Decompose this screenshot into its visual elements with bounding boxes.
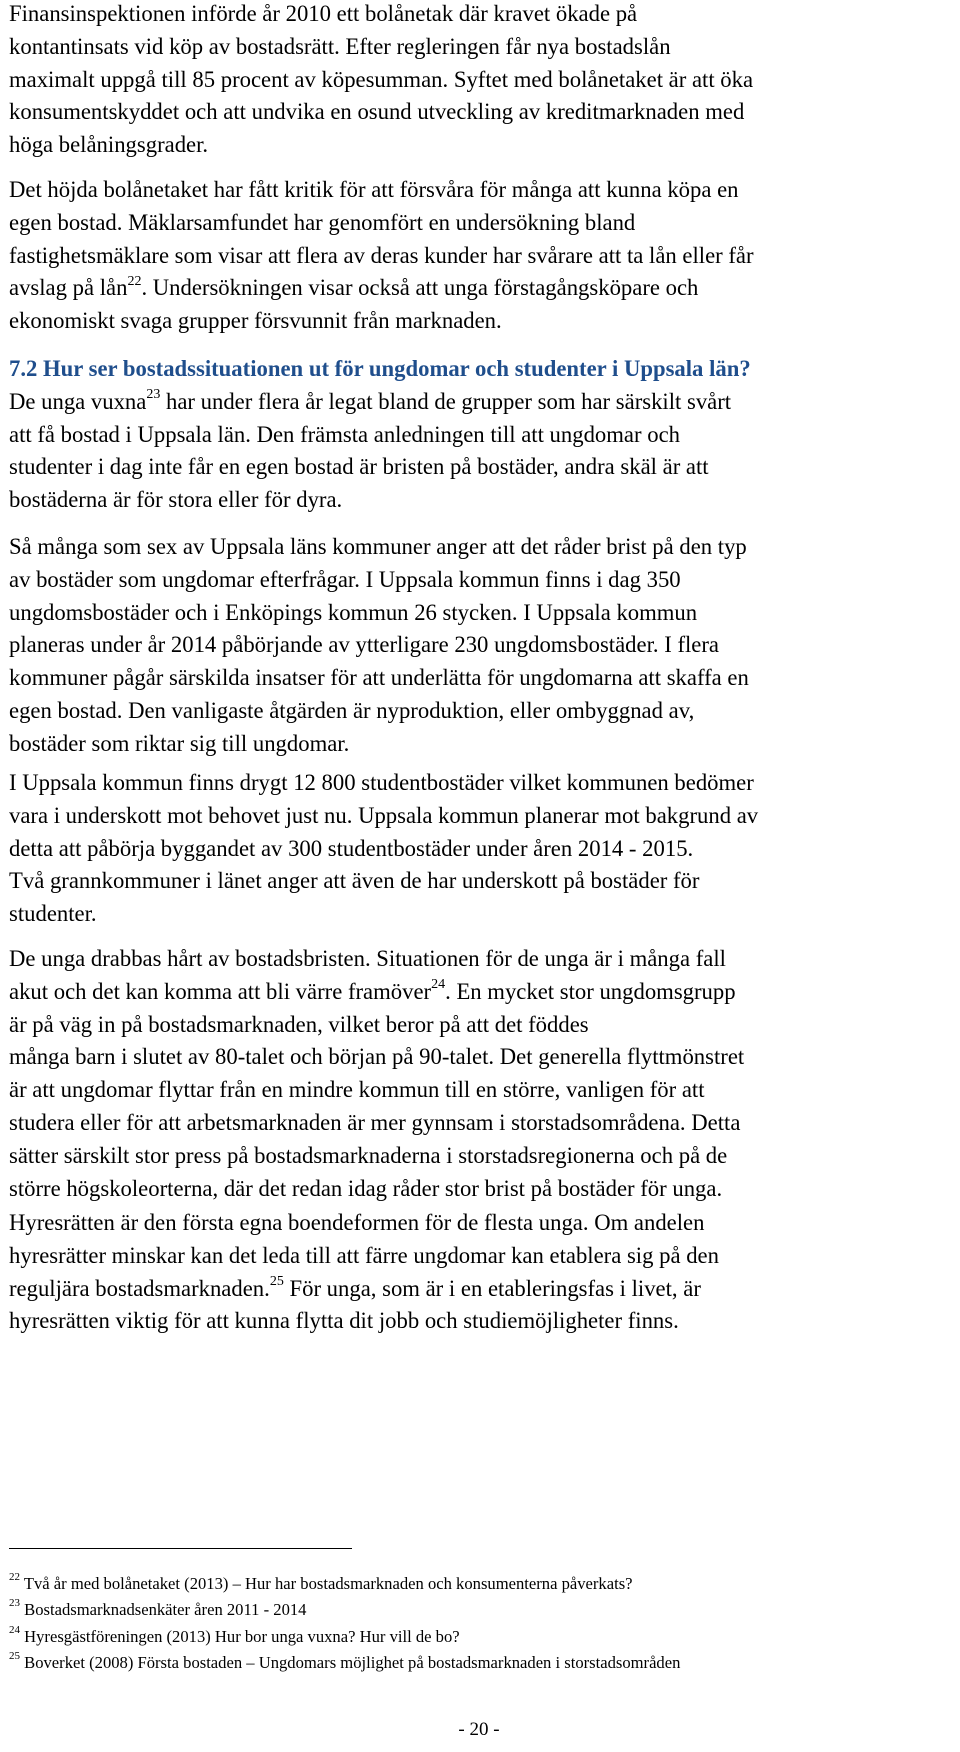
- text-line: hyresrätter minskar kan det leda till att färre ungdomar kan etablera sig på den: [9, 1242, 719, 1268]
- footnote-number: 25: [9, 1650, 20, 1663]
- paragraph-kritik: [9, 174, 949, 338]
- text-line: ekonomiskt svaga grupper försvunnit från marknaden.: [9, 308, 502, 334]
- text-line: kontantinsats vid köp av bostadsrätt. Efter regleringen får nya bostadslån: [9, 33, 671, 59]
- paragraph-hyresratten: [9, 1207, 949, 1338]
- footnote-ref: 23: [146, 387, 161, 403]
- text-line: De unga drabbas hårt av bostadsbristen. Situationen för de unga är i många fall: [9, 946, 726, 971]
- text-run: . En mycket stor ungdomsgrupp: [445, 978, 736, 1004]
- text-line: bostäder som riktar sig till ungdomar.: [9, 730, 350, 756]
- footnote-ref: 25: [269, 1274, 284, 1290]
- text-line: studera eller för att arbetsmarknaden är mer gynnsam i storstadsområdena. Detta: [9, 1109, 741, 1135]
- text-line: egen bostad. Mäklarsamfundet har genomfört en undersökning bland: [9, 209, 636, 235]
- text-line: [9, 976, 949, 1009]
- text-run: De unga vuxna: [9, 388, 147, 414]
- text-line: är på väg in på bostadsmarknaden, vilket beror på att det föddes: [9, 1011, 589, 1037]
- footnote-number: 24: [9, 1624, 20, 1637]
- text-line: studenter.: [9, 901, 97, 927]
- footnote-ref: 22: [127, 273, 142, 289]
- footnote-text: Bostadsmarknadsenkäter åren 2011 - 2014: [20, 1600, 307, 1619]
- text-line: [9, 386, 949, 419]
- paragraph-bolanetak: [9, 0, 949, 162]
- footnote-24: [9, 1624, 460, 1647]
- text-line: att få bostad i Uppsala län. Den främsta anledningen till att ungdomar och: [9, 421, 680, 447]
- page-number: - 20 -: [458, 1719, 500, 1740]
- footnote-text: Hyresgästföreningen (2013) Hur bor unga vuxna? Hur vill de bo?: [20, 1627, 460, 1646]
- section-7-2: [9, 353, 949, 517]
- text-line: av bostäder som ungdomar efterfrågar. I Uppsala kommun finns i dag 350: [9, 566, 681, 592]
- footnote-separator: [9, 1548, 352, 1549]
- text-line: större högskoleorterna, där det redan idag råder stor brist på bostäder för unga.: [9, 1175, 723, 1201]
- footnote-25: [9, 1650, 681, 1673]
- text-run: reguljära bostadsmarknaden.: [9, 1275, 270, 1301]
- footnote-number: 22: [9, 1571, 20, 1584]
- paragraph-ungdomsbostader: [9, 531, 949, 761]
- text-line: detta att påbörja byggandet av 300 studentbostäder under åren 2014 - 2015.: [9, 835, 694, 861]
- footnote-text: Boverket (2008) Första bostaden – Ungdomars möjlighet på bostadsmarknaden i storstadsområden: [20, 1653, 681, 1672]
- text-line: maximalt uppgå till 85 procent av köpesumman. Syftet med bolånetaket är att öka: [9, 66, 754, 92]
- footnote-22: [9, 1571, 633, 1594]
- text-line: Det höjda bolånetaket har fått kritik för att försvåra för många att kunna köpa en: [9, 177, 739, 202]
- text-line: fastighetsmäklare som visar att flera av deras kunder har svårare att ta lån eller får: [9, 242, 754, 268]
- text-line: Två grannkommuner i länet anger att även de har underskott på bostäder för: [9, 868, 700, 894]
- text-line: hyresrätten viktig för att kunna flytta dit jobb och studiemöjligheter finns.: [9, 1308, 679, 1334]
- text-line: höga belåningsgrader.: [9, 132, 209, 158]
- text-line: kommuner pågår särskilda insatser för att underlätta för ungdomarna att skaffa en: [9, 665, 749, 691]
- text-run: För unga, som är i en etableringsfas i livet, är: [283, 1275, 701, 1301]
- text-line: Hyresrätten är den första egna boendeformen för de flesta unga. Om andelen: [9, 1210, 705, 1235]
- text-line: ungdomsbostäder och i Enköpings kommun 26 stycken. I Uppsala kommun: [9, 599, 698, 625]
- text-run: har under flera år legat bland de grupper som har särskilt svårt: [160, 388, 732, 414]
- section-heading: 7.2 Hur ser bostadssituationen ut för ungdomar och studenter i Uppsala län?: [9, 356, 751, 381]
- text-line: konsumentskyddet och att undvika en osund utveckling av kreditmarknaden med: [9, 99, 745, 125]
- text-line: bostäderna är för stora eller för dyra.: [9, 487, 343, 513]
- footnote-ref: 24: [431, 977, 446, 993]
- text-line: I Uppsala kommun finns drygt 12 800 studentbostäder vilket kommunen bedömer: [9, 770, 754, 795]
- text-run: . Undersökningen visar också att unga förstagångsköpare och: [141, 275, 699, 301]
- text-line: Finansinspektionen införde år 2010 ett bolånetak där kravet ökade på: [9, 1, 638, 26]
- footnote-23: [9, 1597, 307, 1620]
- text-run: akut och det kan komma att bli värre framöver: [9, 978, 432, 1004]
- text-line: Så många som sex av Uppsala läns kommuner anger att det råder brist på den typ: [9, 534, 747, 559]
- text-line: studenter i dag inte får en egen bostad är bristen på bostäder, andra skäl är att: [9, 454, 709, 480]
- text-line: sätter särskilt stor press på bostadsmarknaderna i storstadsregionerna och på de: [9, 1142, 728, 1168]
- footnote-text: Två år med bolånetaket (2013) – Hur har bostadsmarknaden och konsumenterna påverkats?: [20, 1574, 633, 1593]
- text-line: egen bostad. Den vanligaste åtgärden är nyproduktion, eller ombyggnad av,: [9, 697, 695, 723]
- text-line: [9, 272, 949, 305]
- text-line: planeras under år 2014 påbörjande av ytterligare 230 ungdomsbostäder. I flera: [9, 632, 719, 658]
- footnote-number: 23: [9, 1597, 20, 1610]
- text-run: avslag på lån: [9, 275, 128, 301]
- text-line: vara i underskott mot behovet just nu. Uppsala kommun planerar mot bakgrund av: [9, 802, 759, 828]
- paragraph-bostadsbristen: [9, 943, 949, 1205]
- text-line: många barn i slutet av 80-talet och början på 90-talet. Det generella flyttmönstret: [9, 1044, 745, 1070]
- text-line: är att ungdomar flyttar från en mindre kommun till en större, vanligen för att: [9, 1077, 705, 1103]
- text-line: [9, 1273, 949, 1306]
- paragraph-studentbostader: [9, 767, 949, 931]
